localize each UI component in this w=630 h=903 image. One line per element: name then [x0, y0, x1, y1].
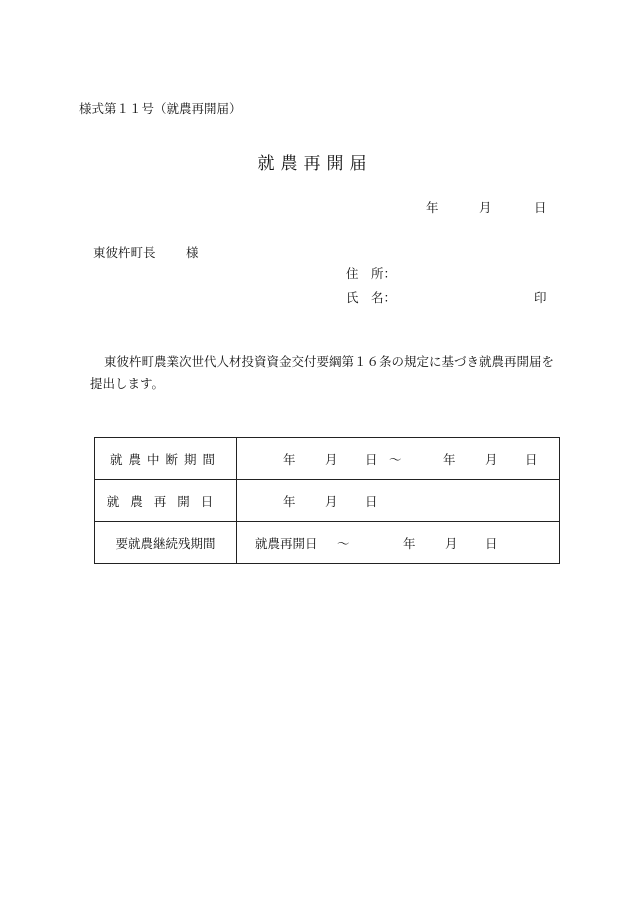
month-label: 月	[325, 493, 338, 509]
table-row-resumption-date	[95, 480, 560, 522]
day-label: 日	[525, 451, 538, 467]
row-label-text: 要就農継続残期間	[115, 535, 216, 551]
row-label-text: 就農再開日	[106, 493, 225, 509]
day-label: 日	[485, 535, 498, 551]
addressee-honorific: 様	[186, 245, 199, 260]
seal-mark: 印	[534, 290, 547, 305]
month-label: 月	[445, 535, 458, 551]
row-label	[95, 438, 237, 480]
table-row-remaining-period	[95, 522, 560, 564]
day-label: 日	[365, 493, 378, 509]
date-month-label: 月	[479, 200, 492, 215]
body-paragraph: 東彼杵町農業次世代人材投資資金交付要綱第１６条の規定に基づき就農再開届を提出します。	[90, 354, 555, 391]
year-label: 年	[403, 535, 416, 551]
addressee-name: 東彼杵町長	[93, 245, 156, 260]
year-label: 年	[283, 451, 296, 467]
day-label: 日	[365, 451, 378, 467]
applicant-address-label: 住 所：	[346, 266, 397, 281]
document-title: 就農再開届	[257, 154, 373, 174]
applicant-name-label: 氏 名：	[346, 290, 397, 305]
date-day-label: 日	[534, 200, 547, 215]
resumption-date-text: 就農再開日	[255, 535, 318, 551]
date-year-label: 年	[426, 200, 439, 215]
row-label-text: 就農中断期間	[109, 451, 221, 467]
row-value	[237, 480, 560, 522]
info-table	[94, 437, 560, 564]
row-value	[237, 522, 560, 564]
row-label	[95, 480, 237, 522]
month-label: 月	[485, 451, 498, 467]
row-label	[95, 522, 237, 564]
row-value	[237, 438, 560, 480]
month-label: 月	[325, 451, 338, 467]
range-separator: ～	[337, 535, 350, 551]
year-label: 年	[443, 451, 456, 467]
form-number: 様式第１１号（就農再開届）	[79, 101, 242, 116]
range-separator: ～	[389, 451, 402, 467]
year-label: 年	[283, 493, 296, 509]
table-row-suspension-period	[95, 438, 560, 480]
